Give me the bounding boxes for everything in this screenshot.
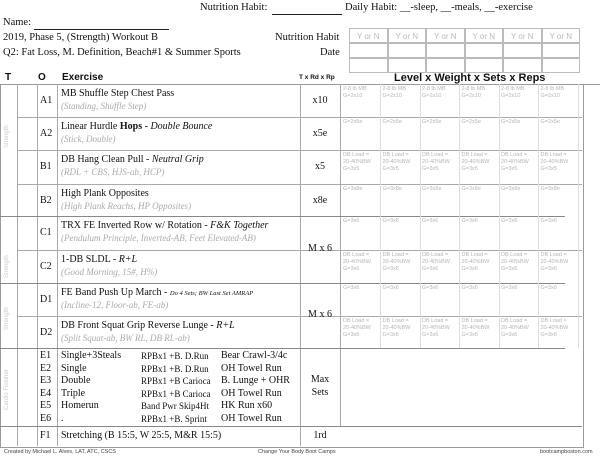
finisher-col3: OH Towel Run <box>221 412 282 424</box>
log-col-divider <box>538 250 539 283</box>
log-cell[interactable]: G=3x6 <box>382 285 399 291</box>
log-col-divider <box>420 150 421 184</box>
nutrition-yn-cell[interactable]: Y or N <box>503 28 542 43</box>
exercise-reps: M x 6 <box>308 309 332 320</box>
exercise-name-text: DB Front Squat Grip Reverse Lunge - <box>61 320 217 331</box>
log-cell[interactable]: DB Load = 20-40%BW G=3x5 <box>343 152 371 172</box>
log-col-divider <box>499 84 500 117</box>
divider-ex <box>57 84 58 446</box>
log-cell[interactable]: G=3x6 <box>540 218 557 224</box>
finisher-col1: Single <box>61 362 87 374</box>
col-exercise: Exercise <box>62 72 104 83</box>
finisher-order: E3 <box>40 375 52 386</box>
nutrition-yn-cell[interactable] <box>349 58 388 73</box>
section-label-1: Strength <box>4 125 10 148</box>
exercise-order: A2 <box>40 128 53 139</box>
log-col-divider <box>578 184 579 216</box>
log-cell[interactable]: G=2x5e <box>461 119 481 125</box>
log-cell[interactable]: DB Load = 20-40%BW G=3x6 <box>343 318 371 338</box>
goal-text: Q2: Fat Loss, M. Definition, Beach#1 & Summer Sports <box>3 47 241 58</box>
log-col-divider <box>538 283 539 316</box>
col-t: T <box>5 72 12 83</box>
log-col-divider <box>538 216 539 250</box>
nutrition-yn-cell[interactable] <box>426 43 465 58</box>
exercise-reps: x8e <box>312 195 328 206</box>
log-col-divider <box>420 316 421 348</box>
log-col-divider <box>459 216 460 250</box>
log-cell[interactable]: 2-8 lb MB G=2x10 <box>501 86 525 99</box>
log-cell[interactable]: DB Load = 20-40%BW G=3x5 <box>501 152 529 172</box>
nutrition-yn-cell[interactable] <box>465 58 504 73</box>
row-rule <box>17 117 582 118</box>
finisher-col3: B. Lunge + OHR <box>221 375 290 386</box>
exercise-alternatives: (Pendulum Principle, Inverted-AB, Feet Elevated-AB) <box>61 233 256 243</box>
log-col-divider <box>420 216 421 250</box>
nutrition-yn-grid <box>349 29 580 73</box>
log-cell[interactable]: G=3x6 <box>343 218 360 224</box>
log-cell[interactable]: DB Load = 20-40%BW G=3x6 <box>501 318 529 338</box>
section-label-2: Strength <box>4 255 10 278</box>
exercise-alternatives: (Standing, Shuffle Step) <box>61 101 147 111</box>
stretch-order: F1 <box>40 430 51 441</box>
log-cell[interactable]: DB Load = 20-40%BW G=3x6 <box>540 318 569 338</box>
col-lwsr: Level x Weight x Sets x Reps <box>394 72 546 84</box>
log-col-divider <box>459 316 460 348</box>
log-col-divider <box>538 316 539 348</box>
exercise-name-note: Neutral Grip <box>151 154 204 165</box>
log-col-divider <box>499 117 500 150</box>
finisher-col1: Double <box>61 375 91 386</box>
exercise-name <box>61 254 137 265</box>
stretch-exercise: Stretching (B 15:5, W 25:5, M&R 15:5) <box>61 430 222 441</box>
divider-o <box>37 84 38 446</box>
nutrition-yn-cell[interactable]: Y or N <box>426 28 465 43</box>
exercise-name-text: TRX FE Inverted Row w/ Rotation - <box>61 220 211 231</box>
finisher-col3: Bear Crawl-3/4c <box>221 350 288 361</box>
log-col-divider <box>578 117 579 150</box>
log-col-divider <box>538 84 539 117</box>
log-cell[interactable]: G=3x6 <box>422 285 439 291</box>
exercise-alternatives: (Good Morning, 15#, H%) <box>61 267 158 277</box>
log-col-divider <box>459 184 460 216</box>
log-col-divider <box>538 117 539 150</box>
exercise-name <box>61 88 174 99</box>
log-cell[interactable]: DB Load = 20-40%BW G=3x5 <box>540 152 569 172</box>
log-cell[interactable]: G=3x6 <box>422 218 439 224</box>
exercise-alternatives: (Incline-12, Floor-ab, FE-ab) <box>61 300 169 310</box>
finisher-col1: Triple <box>61 387 86 399</box>
exercise-alternatives: (Stick, Double) <box>61 134 116 144</box>
exercise-order: C2 <box>40 261 52 272</box>
log-col-divider <box>380 216 381 250</box>
log-cell[interactable]: 2-8 lb MB G=2x10 <box>461 86 486 99</box>
finisher-col2: RPBx1 +B. Sprint <box>141 413 207 424</box>
stretch-rule <box>0 426 582 427</box>
finisher-order: E5 <box>40 400 52 411</box>
finisher-col2: RPBx1 +B Carioca <box>141 388 211 399</box>
finisher-order: E6 <box>40 412 52 424</box>
exercise-name-bold: Hops <box>119 121 143 132</box>
log-col-divider <box>538 150 539 184</box>
finisher-reps: Sets <box>311 387 329 398</box>
exercise-reps: M x 6 <box>308 243 332 254</box>
exercise-name-note: R+L <box>216 320 235 331</box>
exercise-name-text: Linear Hurdle <box>61 121 120 132</box>
exercise-name-text: DB Hang Clean Pull - <box>61 154 152 165</box>
log-col-divider <box>499 184 500 216</box>
log-cell[interactable]: G=3x6 <box>501 218 518 224</box>
exercise-name <box>61 320 235 331</box>
log-cell[interactable]: DB Load = 20-40%BW G=3x6 <box>501 252 529 272</box>
log-col-divider <box>499 250 500 283</box>
row-rule <box>0 348 565 349</box>
divider-log <box>340 84 341 426</box>
log-col-divider <box>578 316 579 348</box>
log-cell[interactable]: 2-8 lb MB G=2x10 <box>382 86 407 99</box>
log-col-divider <box>459 150 460 184</box>
log-col-divider <box>380 184 381 216</box>
log-cell[interactable]: DB Load = 20-40%BW G=3x6 <box>422 252 450 272</box>
finisher-col3: HK Run x60 <box>221 400 273 411</box>
log-col-divider <box>459 117 460 150</box>
finisher-reps: Max <box>310 374 330 385</box>
exercise-order: C1 <box>40 227 52 238</box>
nutrition-yn-cell[interactable] <box>542 43 581 58</box>
log-col-divider <box>578 250 579 283</box>
nutrition-yn-cell[interactable]: Y or N <box>542 28 581 43</box>
nutrition-yn-cell[interactable] <box>465 43 504 58</box>
log-cell[interactable]: DB Load = 20-40%BW G=3x5 <box>382 152 411 172</box>
footer-right: bootcampboston.com <box>540 449 593 455</box>
log-col-divider <box>578 150 579 184</box>
log-col-divider <box>499 216 500 250</box>
log-cell[interactable]: DB Load = 20-40%BW G=3x6 <box>382 252 411 272</box>
log-col-divider <box>420 250 421 283</box>
stretch-reps: 1rd <box>313 430 327 441</box>
log-col-divider <box>459 84 460 117</box>
log-col-divider <box>459 283 460 316</box>
log-cell[interactable]: G=2x5e <box>422 119 442 125</box>
exercise-order: D2 <box>40 327 53 338</box>
log-col-divider <box>420 283 421 316</box>
exercise-name <box>61 121 212 132</box>
finisher-col2: RPBx1 +B. D.Run <box>141 363 209 374</box>
nutrition-habit-label: Nutrition Habit: <box>200 2 268 13</box>
log-cell[interactable]: G=3x6 <box>461 218 478 224</box>
log-col-divider <box>578 216 579 250</box>
exercise-order: B1 <box>40 161 52 172</box>
log-cell[interactable]: G=3x6 <box>501 285 518 291</box>
exercise-order: B2 <box>40 195 52 206</box>
nutrition-habit-col-label: Nutrition Habit <box>275 32 340 43</box>
log-cell[interactable]: G=3x8e <box>540 186 560 192</box>
finisher-col2: Band Pwr Skip4Ht <box>141 401 210 411</box>
row-rule <box>17 150 582 151</box>
log-cell[interactable]: DB Load = 20-40%BW G=3x5 <box>422 152 450 172</box>
log-col-divider <box>420 117 421 150</box>
nutrition-yn-cell[interactable] <box>503 58 542 73</box>
exercise-order: D1 <box>40 294 53 305</box>
name-line[interactable] <box>34 29 169 30</box>
log-col-divider <box>380 117 381 150</box>
log-cell[interactable]: G=2x5e <box>540 119 560 125</box>
exercise-name-text: FE Band Push Up March - <box>61 287 170 298</box>
finisher-col2: RPBx1 +B Carioca <box>141 376 211 386</box>
nutrition-yn-cell[interactable] <box>388 43 427 58</box>
nutrition-yn-cell[interactable] <box>426 58 465 73</box>
log-cell[interactable]: G=3x6 <box>343 285 360 291</box>
log-col-divider <box>420 84 421 117</box>
exercise-name <box>61 154 204 165</box>
nutrition-yn-cell[interactable] <box>388 58 427 73</box>
row-rule <box>17 184 582 185</box>
log-cell[interactable]: 2-8 lb MB G=2x10 <box>422 86 446 99</box>
exercise-reps: x5e <box>312 128 328 139</box>
finisher-order: E2 <box>40 362 52 374</box>
exercise-name-text: MB Shuffle Step Chest Pass <box>61 88 175 99</box>
log-cell[interactable]: DB Load = 20-40%BW G=3x6 <box>382 318 411 338</box>
footer-left: Created by Michael L. Alves, LAT, ATC, CSCS <box>4 449 116 455</box>
log-col-divider <box>499 316 500 348</box>
col-o: O <box>38 72 46 83</box>
finisher-col2: RPBx1 +B. D.Run <box>141 351 209 361</box>
exercise-reps: x10 <box>312 95 328 106</box>
exercise-alternatives: (Split Squat-ab, BW RL, DB RL-ab) <box>61 333 190 343</box>
exercise-name-note: - Double Bounce <box>142 121 213 132</box>
log-col-divider <box>380 150 381 184</box>
exercise-name <box>61 220 268 231</box>
nutrition-yn-cell[interactable] <box>349 43 388 58</box>
log-col-divider <box>499 283 500 316</box>
log-col-divider <box>380 316 381 348</box>
log-cell[interactable]: G=3x6 <box>382 218 399 224</box>
program-title: 2019, Phase 5, (Strength) Workout B <box>3 32 158 43</box>
row-rule <box>0 283 565 284</box>
name-label: Name: <box>3 17 31 28</box>
log-cell[interactable]: G=3x8e <box>343 186 363 192</box>
log-cell[interactable]: G=3x8e <box>422 186 442 192</box>
nutrition-yn-cell[interactable]: Y or N <box>388 28 427 43</box>
exercise-reps: x5 <box>315 161 325 172</box>
log-cell[interactable]: G=3x6 <box>461 285 478 291</box>
exercise-name-text: High Plank Opposites <box>61 188 149 199</box>
finisher-col1: Homerun <box>61 400 99 411</box>
exercise-name-text: 1-DB SLDL - <box>61 254 119 265</box>
divider-t <box>17 84 18 446</box>
finisher-col1: Single+3Steals <box>61 350 122 361</box>
log-col-divider <box>380 283 381 316</box>
section-label-3: Strength <box>4 307 10 330</box>
daily-habit-label: Daily Habit: __-sleep, __-meals, __-exercise <box>345 2 533 13</box>
log-col-divider <box>380 84 381 117</box>
finisher-order: E1 <box>40 350 52 361</box>
exercise-name <box>61 287 253 298</box>
log-col-divider <box>420 184 421 216</box>
finisher-order: E4 <box>40 387 52 399</box>
log-col-divider <box>380 250 381 283</box>
log-cell[interactable]: DB Load = 20-40%BW G=3x6 <box>461 252 490 272</box>
log-cell[interactable]: DB Load = 20-40%BW G=3x5 <box>461 152 490 172</box>
log-col-divider <box>499 150 500 184</box>
log-col-divider <box>538 184 539 216</box>
exercise-alternatives: (RDL + CBS, HJS-ab, HCP) <box>61 167 165 177</box>
nutrition-habit-line <box>272 14 342 15</box>
log-cell[interactable]: DB Load = 20-40%BW G=3x6 <box>461 318 490 338</box>
log-cell[interactable]: 2-8 lb MB G=2x10 <box>343 86 367 99</box>
nutrition-yn-cell[interactable]: Y or N <box>465 28 504 43</box>
log-col-divider <box>459 250 460 283</box>
section-label-4: Cardio Finisher <box>4 369 10 410</box>
log-cell[interactable]: DB Load = 20-40%BW G=3x6 <box>540 252 569 272</box>
log-cell[interactable]: G=2x5e <box>382 119 402 125</box>
log-cell[interactable]: DB Load = 20-40%BW G=3x6 <box>343 252 371 272</box>
exercise-name-note: R+L <box>118 254 138 265</box>
row-rule <box>0 216 565 217</box>
log-cell[interactable]: 2-8 lb MB G=2x10 <box>540 86 565 99</box>
log-cell[interactable]: G=3x8e <box>382 186 402 192</box>
footer-center: Change Your Body Boot Camps <box>258 449 336 455</box>
exercise-alternatives: (High Plank Reachs, HP Opposites) <box>61 201 192 211</box>
exercise-name-note: Do 4 Sets; BW Last Set AMRAP <box>169 290 254 297</box>
col-txrdxrp: T x Rd x Rp <box>299 74 335 81</box>
log-cell[interactable]: G=2x5e <box>343 119 363 125</box>
date-label: Date <box>320 47 340 58</box>
log-cell[interactable]: G=3x8e <box>461 186 481 192</box>
log-cell[interactable]: G=2x5e <box>501 119 521 125</box>
log-col-divider <box>578 283 579 316</box>
exercise-name-note: F&K Together <box>210 220 269 231</box>
log-cell[interactable]: G=3x8e <box>501 186 521 192</box>
finisher-col3: OH Towel Run <box>221 387 282 399</box>
nutrition-yn-cell[interactable]: Y or N <box>349 28 388 43</box>
log-col-divider <box>578 84 579 117</box>
finisher-col3: OH Towel Run <box>221 362 282 374</box>
nutrition-yn-cell[interactable] <box>542 58 581 73</box>
nutrition-yn-cell[interactable] <box>503 43 542 58</box>
log-cell[interactable]: DB Load = 20-40%BW G=3x6 <box>422 318 450 338</box>
exercise-order: A1 <box>40 95 53 106</box>
exercise-name <box>61 188 149 199</box>
log-cell[interactable]: G=3x6 <box>540 285 557 291</box>
finisher-col1: . <box>61 412 64 424</box>
